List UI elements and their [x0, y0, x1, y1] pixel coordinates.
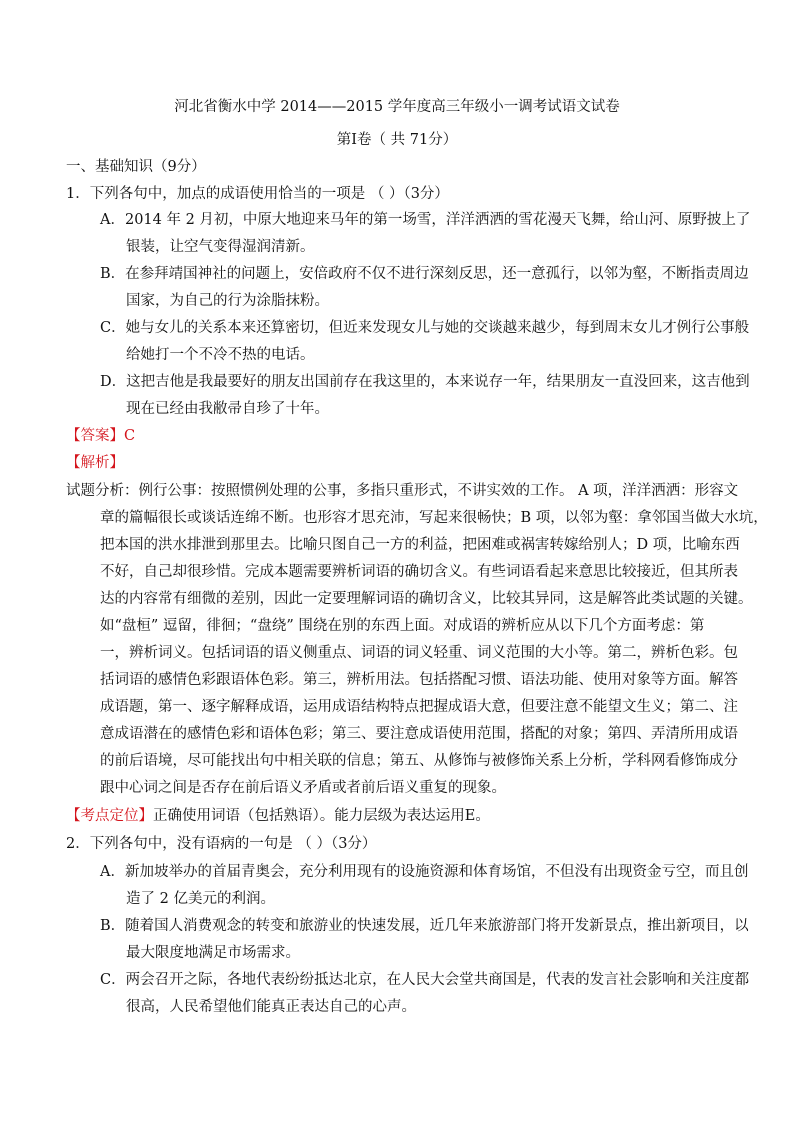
analysis-line: 达的内容常有细微的差别，因此一定要理解词语的确切含义，比较其异同，这是解答此类试题的关键。 — [100, 591, 753, 607]
analysis-line: 的前后语境，尽可能找出句中相关联的信息；第五、从修饰与被修饰关系上分析，学科网看修饰成分 — [100, 753, 738, 769]
q1-option-b-line1: B．在参拜靖国神社的问题上，安倍政府不仅不进行深刻反思，还一意孤行，以邻为壑，不断指责周边 — [100, 266, 749, 282]
q1-option-c-line2: 给她打一个不冷不热的电话。 — [126, 347, 315, 363]
volume-subtitle: 第Ⅰ卷（ 共 71分） — [336, 132, 458, 148]
q2-option-a-line2: 造了 2 亿美元的利润。 — [126, 891, 275, 907]
q2-option-a-line1: A．新加坡举办的首届青奥会，充分利用现有的设施资源和体育场馆，不但没有出现资金亏空，而且创 — [100, 864, 749, 880]
q1-option-d-line2: 现在已经由我敝帚自珍了十年。 — [126, 401, 329, 417]
question-2-stem: 2．下列各句中，没有语病的一句是 （ ）（3分） — [66, 836, 377, 852]
kaodian-text: 正确使用词语（包括熟语）。能力层级为表达运用E。 — [153, 808, 490, 824]
section-heading: 一、基础知识（9分） — [66, 159, 206, 175]
kaodian-label: 【考点定位】 — [66, 808, 153, 824]
analysis-line: 如“盘桓” 逗留，徘徊；“盘绕” 围绕在别的东西上面。对成语的辨析应从以下几个方面考虑：第 — [100, 618, 705, 634]
q2-option-c-line1: C．两会召开之际，各地代表纷纷抵达北京，在人民大会堂共商国是，代表的发言社会影响和关注度都 — [100, 972, 750, 988]
q2-option-c-line2: 很高，人民希望他们能真正表达自己的心声。 — [126, 999, 416, 1015]
analysis-line: 括词语的感情色彩跟语体色彩。第三，辨析用法。包括搭配习惯、语法功能、使用对象等方面。解答 — [100, 672, 738, 688]
question-1-stem: 1．下列各句中，加点的成语使用恰当的一项是 （ ）（3分） — [66, 186, 449, 202]
q1-option-b-line2: 国家，为自己的行为涂脂抹粉。 — [126, 293, 329, 309]
answer-row — [66, 426, 135, 446]
analysis-line: 成语题，第一、逐字解释成语，运用成语结构特点把握成语大意，但要注意不能望文生义；第二、注 — [100, 699, 738, 715]
answer-value: C — [124, 428, 136, 444]
analysis-label: 【解析】 — [66, 455, 124, 471]
analysis-line: 意成语潜在的感情色彩和语体色彩；第三、要注意成语使用范围，搭配的对象；第四、弄清所用成语 — [100, 726, 738, 742]
exam-title: 河北省衡水中学 2014——2015 学年度高三年级小一调考试语文试卷 — [174, 99, 620, 115]
analysis-line: 不好，自己却很珍惜。完成本题需要辨析词语的确切含义。有些词语看起来意思比较接近，但其所表 — [100, 564, 738, 580]
q2-option-b-line1: B．随着国人消费观念的转变和旅游业的快速发展，近几年来旅游部门将开发新景点，推出新项目，以 — [100, 918, 749, 934]
answer-label: 【答案】 — [66, 428, 124, 444]
analysis-line: 一，辨析词义。包括词语的语义侧重点、词语的词义轻重、词义范围的大小等。第二，辨析色彩。包 — [100, 645, 738, 661]
q1-option-d-line1: D．这把吉他是我最要好的朋友出国前存在我这里的，本来说存一年，结果朋友一直没回来，这吉他到 — [100, 374, 750, 390]
q2-option-b-line2: 最大限度地满足市场需求。 — [126, 945, 300, 961]
kaodian-row — [66, 806, 490, 826]
q1-option-c-line1: C．她与女儿的关系本来还算密切，但近来发现女儿与她的交谈越来越少，每到周末女儿才例行公事般 — [100, 320, 750, 336]
analysis-line: 跟中心词之间是否存在前后语义矛盾或者前后语义重复的现象。 — [100, 780, 506, 796]
analysis-line: 章的篇幅很长或谈话连绵不断。也形容才思充沛，写起来很畅快；B 项，以邻为壑：拿邻国当做大水坑， — [100, 510, 768, 526]
analysis-line: 试题分析：例行公事：按照惯例处理的公事，多指只重形式，不讲实效的工作。 A 项，洋洋洒洒：形容文 — [66, 483, 739, 499]
q1-option-a-line1: A．2014 年 2 月初，中原大地迎来马年的第一场雪，洋洋洒洒的雪花漫天飞舞，给山河、原野披上了 — [100, 212, 751, 228]
analysis-line: 把本国的洪水排泄到那里去。比喻只图自己一方的利益，把困难或祸害转嫁给别人；D 项，比喻东西 — [100, 537, 740, 553]
q1-option-a-line2: 银装，让空气变得湿润清新。 — [126, 239, 315, 255]
